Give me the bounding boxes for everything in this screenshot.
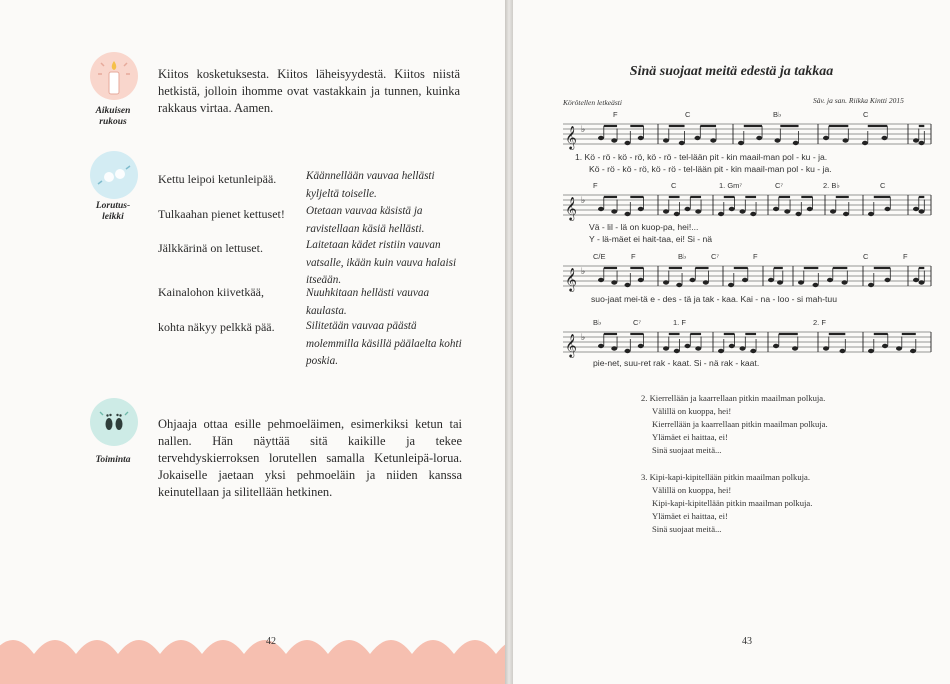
lyric-line: Kö - rö - kö - rö, kö - rö - tel-lään pit - kin maail-man pol - ku - ja. (589, 164, 832, 174)
note-head (690, 278, 696, 282)
section-label-rhyme (78, 201, 148, 223)
note-head (913, 278, 919, 282)
verse-line: Sinä suojaat meitä... (652, 445, 722, 455)
note-head (685, 344, 691, 348)
chord-label: B♭ (593, 318, 602, 327)
treble-clef: 𝄞 (565, 267, 577, 291)
verse-2 (641, 392, 828, 457)
note-head (598, 207, 604, 211)
note-head (882, 136, 888, 140)
verse-line: 2. Kierrellään ja kaarrellaan pitkin maailman polkuja. (641, 393, 826, 403)
note-head (718, 349, 724, 353)
note-head (663, 138, 669, 142)
note-head (807, 207, 813, 211)
note-head (796, 212, 802, 216)
note-head (740, 346, 746, 350)
flat-sign: ♭ (581, 196, 586, 206)
section-label-prayer (78, 106, 148, 128)
chord-label: C/E (593, 252, 606, 261)
verse-3 (641, 471, 812, 536)
footprints-icon (90, 398, 138, 446)
note-head (663, 280, 669, 284)
note-head (775, 138, 781, 142)
note-head (663, 209, 669, 213)
label-line: Aikuisen (95, 106, 131, 116)
note-head (750, 212, 756, 216)
song-credit: Säv. ja san. Riikka Kintti 2015 (813, 96, 904, 105)
note-head (695, 209, 701, 213)
note-head (823, 346, 829, 350)
note-head (843, 212, 849, 216)
note-head (695, 346, 701, 350)
verse-line: Kipi-kapi-kipitellään pitkin maailman polkuja. (652, 498, 813, 508)
sparkle-icon (90, 151, 138, 199)
note-head (638, 207, 644, 211)
note-head (843, 138, 849, 142)
note-head (611, 209, 617, 213)
note-head (718, 212, 724, 216)
music-staff (563, 118, 933, 152)
music-staff (563, 326, 933, 360)
note-head (625, 141, 631, 145)
chord-label: F (753, 252, 758, 261)
rhyme-instruction: Laitetaan kädet ristiin vauvan vatsalle, ikään kuin vauva halaisi itseään. (306, 239, 457, 286)
label-line: leikki (102, 212, 124, 222)
note-head (885, 278, 891, 282)
note-head (827, 278, 833, 282)
label-line: Lorutus- (95, 201, 131, 211)
rhyme-instruction: Silitetään vauvaa päästä molemmilla käsillä päälaelta kohti poskia. (306, 320, 462, 367)
note-head (740, 209, 746, 213)
verse-line: 3. Kipi-kapi-kipitellään pitkin maailman polkuja. (641, 472, 810, 482)
treble-clef: 𝄞 (565, 196, 577, 220)
note-head (919, 280, 925, 284)
treble-clef: 𝄞 (565, 333, 577, 357)
note-head (830, 209, 836, 213)
flat-sign: ♭ (581, 267, 586, 277)
note-head (674, 212, 680, 216)
chord-label: 1. F (673, 318, 686, 327)
scallop-border (0, 624, 505, 684)
flat-sign: ♭ (581, 125, 586, 135)
note-head (611, 138, 617, 142)
treble-clef: 𝄞 (565, 125, 577, 149)
note-head (784, 209, 790, 213)
lyric-line: suo-jaat mei-tä e - des - tä ja tak - kaa. Kai - na - loo - si mah-tuu (591, 294, 837, 304)
note-head (792, 346, 798, 350)
note-head (756, 136, 762, 140)
note-head (729, 344, 735, 348)
verse-line: Ylämäet ei haittaa, ei! (652, 432, 728, 442)
note-head (750, 349, 756, 353)
candle-icon (90, 52, 138, 100)
note-head (695, 136, 701, 140)
note-head (823, 136, 829, 140)
note-head (638, 344, 644, 348)
verse-line: Kierrellään ja kaarrellaan pitkin maailman polkuja. (652, 419, 828, 429)
tempo-marking: Körötellen letkeästi (563, 98, 622, 107)
chord-label: C⁷ (775, 181, 784, 190)
note-head (868, 349, 874, 353)
chord-label: C⁷ (633, 318, 642, 327)
rhyme-line: Tulkaahan pienet kettuset! (158, 207, 285, 221)
rhyme-instruction: Nuuhkitaan hellästi vauvaa kaulasta. (306, 287, 430, 317)
verse-line: Sinä suojaat meitä... (652, 524, 722, 534)
note-head (919, 209, 925, 213)
page-number: 43 (742, 636, 752, 647)
label-line: rukous (99, 117, 127, 127)
chord-label: C (880, 181, 886, 190)
music-staff (563, 260, 933, 294)
note-head (625, 212, 631, 216)
book-gutter (505, 0, 513, 684)
note-head (742, 278, 748, 282)
note-head (663, 346, 669, 350)
note-head (882, 344, 888, 348)
note-head (910, 349, 916, 353)
note-head (913, 138, 919, 142)
rhyme-line: Jälkkärinä on lettuset. (158, 241, 263, 255)
note-head (862, 141, 868, 145)
verse-line: Välillä on kuoppa, hei! (652, 485, 732, 495)
note-head (777, 280, 783, 284)
music-staff (563, 189, 933, 223)
flat-sign: ♭ (581, 333, 586, 343)
note-head (729, 207, 735, 211)
note-head (798, 280, 804, 284)
chord-label: C (863, 252, 869, 261)
lyric-line: 1. Kö - rö - kö - rö, kö - rö - tel-lään pit - kin maail-man pol - ku - ja. (575, 152, 828, 162)
note-head (868, 283, 874, 287)
chord-label: B♭ (678, 252, 687, 261)
note-head (598, 278, 604, 282)
rhyme-instruction: Otetaan vauvaa käsistä ja ravistellaan käsiä hellästi. (306, 205, 425, 235)
note-head (703, 280, 709, 284)
chord-label: 1. Gm⁷ (719, 181, 743, 190)
note-head (638, 136, 644, 140)
chord-label: F (903, 252, 908, 261)
chord-label: C (863, 110, 869, 119)
rhyme-line: Kainalohon kiivetkää, (158, 285, 264, 299)
chord-label: F (593, 181, 598, 190)
right-page (513, 0, 950, 684)
note-head (611, 280, 617, 284)
note-head (840, 349, 846, 353)
activity-text: Ohjaaja ottaa esille pehmoeläimen, esimerkiksi ketun tai nallen. Hän näyttää sitä kaikille ja tekee tervehdyskierroksen lorutellen samalla Ketunleipä-lorua. Jokaiselle jaetaan yksi pehmoeläin ja niiden kanssa keinutellaan ja silitellään hetkinen. (158, 417, 462, 499)
note-head (679, 141, 685, 145)
note-head (896, 346, 902, 350)
note-head (598, 344, 604, 348)
note-head (625, 283, 631, 287)
note-head (919, 141, 925, 145)
chord-label: C (671, 181, 677, 190)
note-head (773, 344, 779, 348)
note-head (868, 212, 874, 216)
lyric-line: Vä - lil - lä on kuop-pa, hei!... (589, 222, 699, 232)
chord-label: B♭ (773, 110, 782, 119)
chord-label: F (631, 252, 636, 261)
rhyme-instruction: Käännellään vauvaa hellästi kyljeltä toiselle. (306, 170, 435, 200)
note-head (638, 278, 644, 282)
note-head (685, 207, 691, 211)
rhyme-line: Kettu leipoi ketunleipää. (158, 172, 277, 186)
note-head (611, 346, 617, 350)
note-head (813, 283, 819, 287)
verse-line: Ylämäet ei haittaa, ei! (652, 511, 728, 521)
note-head (793, 141, 799, 145)
note-head (738, 141, 744, 145)
chord-label: F (613, 110, 618, 119)
prayer-text: Kiitos kosketuksesta. Kiitos läheisyydestä. Kiitos niistä hetkistä, jolloin ihomme ovat vastakkain ja tunnen, kuinka rakkaus virtaa. Aamen. (158, 67, 460, 115)
note-head (674, 349, 680, 353)
section-label-activity: Toiminta (95, 455, 131, 465)
note-head (710, 138, 716, 142)
verse-line: Välillä on kuoppa, hei! (652, 406, 732, 416)
lyric-line: pie-net, suu-ret rak - kaat. Si - nä rak - kaat. (593, 358, 760, 368)
note-head (728, 283, 734, 287)
note-head (913, 207, 919, 211)
note-head (676, 283, 682, 287)
song-title: Sinä suojaat meitä edestä ja takkaa (629, 64, 834, 79)
chord-label: C (685, 110, 691, 119)
page-number: 42 (266, 636, 276, 647)
note-head (625, 349, 631, 353)
rhyme-line: kohta näkyy pelkkä pää. (158, 320, 275, 334)
chord-label: 2. B♭ (823, 181, 840, 190)
lyric-line: Y - lä-mäet ei hait-taa, ei! Si - nä (589, 234, 713, 244)
chord-label: C⁷ (711, 252, 720, 261)
note-head (598, 136, 604, 140)
note-head (842, 280, 848, 284)
note-head (773, 207, 779, 211)
note-head (768, 278, 774, 282)
note-head (885, 207, 891, 211)
chord-label: 2. F (813, 318, 826, 327)
